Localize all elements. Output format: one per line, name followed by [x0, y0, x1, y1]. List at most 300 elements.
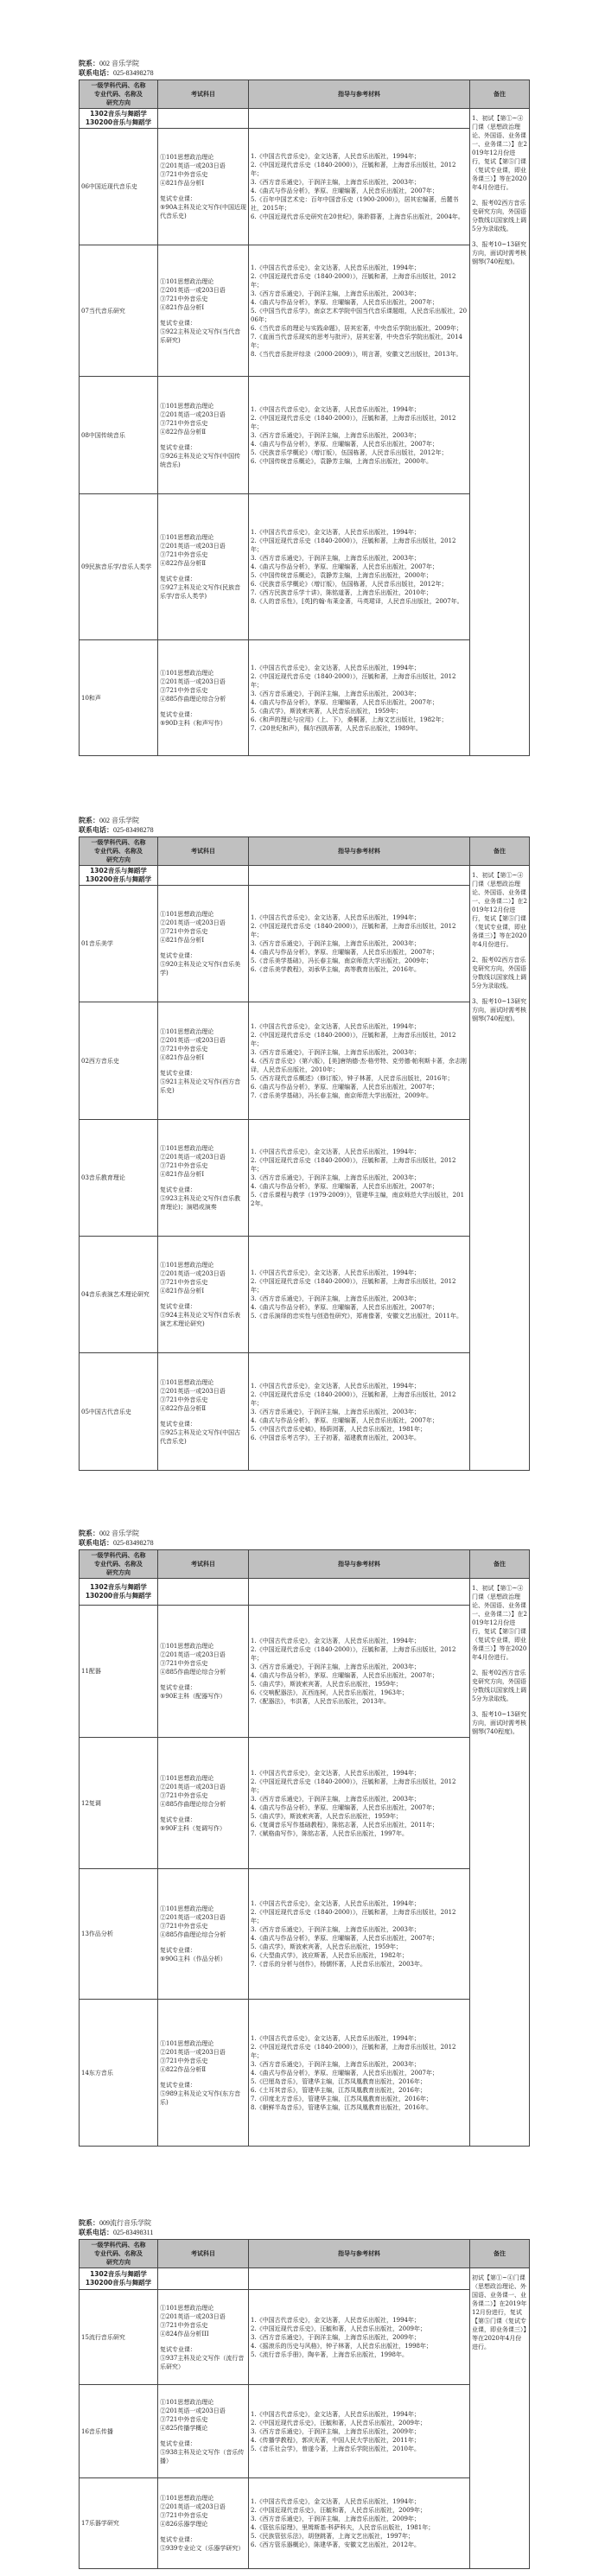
reference-item: 1.《中国古代音乐史》，金文达著，人民音乐出版社，1994年；: [251, 1900, 420, 1907]
exam-subject: ①101思想政治理论: [160, 534, 214, 541]
reference-item: 2.《中国近现代音乐史（1840-2000）》，汪毓和著，上海音乐出版社，2012年；: [251, 537, 456, 553]
reference-item: 6.《当代音乐的理论与实践命题》，居其宏著，中央音乐学院出版社，2009年；: [251, 324, 462, 332]
reference-item: 1.《中国古代音乐史》，金文达著，人民音乐出版社，1994年；: [251, 2316, 420, 2324]
reference-item: 2.《中国近现代音乐史（1840-2000）》，汪毓和著，上海音乐出版社，2012年；: [251, 2043, 456, 2059]
reference-item: 2.《中国近现代音乐史（1840-2000）》，汪毓和著，上海音乐出版社，2012年；: [251, 1778, 456, 1794]
header-remarks: 备注: [470, 1550, 530, 1579]
header-direction: [80, 2240, 158, 2268]
reference-item: 4.《曲式与作品分析》，茅原、庄曜编著，人民音乐出版社，2007年；: [251, 1183, 438, 1190]
department-value: 002 音乐学院: [99, 1530, 139, 1537]
retest-label: 复试专业课：: [160, 2536, 196, 2543]
reference-item: 4.《曲式与作品分析》，茅原、庄曜编著，人民音乐出版社，2007年；: [251, 440, 438, 448]
table-header-row: [80, 2240, 530, 2268]
reference-item: 5.《中国传统音乐概论》，袁静芳主编，上海音乐出版社，2000年；: [251, 572, 432, 579]
exam-subject: ①101思想政治理论: [160, 669, 214, 677]
exam-subject: ③721中外音乐史: [160, 551, 208, 558]
retest-label: 复试专业课：: [160, 1069, 196, 1077]
remarks-cell: [470, 2268, 530, 2569]
spacer: [160, 2528, 246, 2535]
phone-label: 联系电话：: [79, 2229, 113, 2236]
exam-subject: ④885作曲理论综合分析: [160, 1800, 226, 1808]
reference-item: 3.《西方音乐通史》，于润洋主编，上海音乐出版社，2003年；: [251, 2060, 420, 2068]
reference-item: 6.《曲式与作品分析》，茅原、庄曜编著，人民音乐出版社，2007年；: [251, 1083, 438, 1091]
reference-item: 7.《音乐的分析与创作》，杨儒怀著，人民音乐出版社，2003年。: [251, 1961, 426, 1968]
research-direction: 10和声: [80, 640, 158, 756]
retest-subject: ⑤925主科及论文写作(中国古代音乐史): [160, 1428, 241, 1445]
discipline-cell: [80, 866, 158, 886]
reference-list: [249, 1353, 470, 1471]
exam-subjects: [158, 2290, 249, 2385]
retest-label: 复试专业课：: [160, 195, 196, 202]
table-row: [80, 377, 530, 494]
reference-item: 1.《中国古代音乐史》，金文达著，人民音乐出版社，1994年；: [251, 2410, 420, 2418]
exam-subject: ②201英语一或203日语: [160, 1651, 226, 1658]
retest-subject: ⑤924主科及论文写作(音乐表演艺术理论研究): [160, 1312, 241, 1327]
phone-value: 025-83498278: [113, 826, 154, 834]
empty-cell: [158, 1579, 249, 1606]
retest-label: 复试专业课：: [160, 710, 196, 718]
remark-item: 2、报考02西方音乐史研究方向，外国语分数线以国家线上调5分为录取线。: [472, 1670, 526, 1702]
discipline-cell: [80, 1579, 158, 1606]
reference-item: 3.《西方音乐通史》，于润洋主编，上海音乐出版社，2009年；: [251, 2333, 420, 2341]
research-direction: 15流行音乐研究: [80, 2290, 158, 2385]
reference-list: [249, 1120, 470, 1237]
reference-item: 4.《曲式与作品分析》，茅原、庄曜编著，人民音乐出版社，2007年；: [251, 188, 438, 194]
research-direction: 05中国古代音乐史: [80, 1353, 158, 1471]
reference-item: 3.《西方音乐通史》，于润洋主编，上海音乐出版社，2003年；: [251, 289, 420, 297]
reference-item: 2.《中国近现代音乐史（1840-2000）》，汪毓和著，上海音乐出版社，2012年；: [251, 1390, 456, 1407]
reference-item: 6.《土耳其音乐》，管建华主编，江苏凤凰教育出版社，2016年；: [251, 2086, 426, 2094]
reference-item: 6.《和声的理论与应用》（上、下），桑桐著，上海文艺出版社，1982年；: [251, 716, 448, 723]
exam-subject: ④821作品分析Ⅰ: [160, 180, 205, 187]
department-line: [79, 2218, 529, 2228]
exam-subject: ③721中外音乐史: [160, 1279, 208, 1286]
header-direction: [80, 1550, 158, 1579]
retest-label: 复试专业课：: [160, 2081, 196, 2089]
exam-subject: ①101思想政治理论: [160, 2398, 214, 2406]
spacer: [160, 436, 246, 443]
exam-subject: ③721中外音乐史: [160, 1791, 208, 1799]
phone-line: [79, 1538, 529, 1548]
retest-subject: ⑤90F主科（复调写作）: [160, 1824, 226, 1832]
remarks-cell: [470, 109, 530, 756]
reference-item: 5.《曲式学》，斯波索宾著，人民音乐出版社，1959年；: [251, 1681, 402, 1688]
reference-list: [249, 1606, 470, 1738]
retest-subject: ⑤90A主科及论文写作(中国近现代音乐史): [160, 204, 246, 219]
reference-item: 7.《音乐美学基础》，冯长春主编，南京师范大学出版社，2009年。: [251, 1091, 432, 1099]
remark-item: 3、报考10~13研究方向，面试时需考核钢琴(740程度)。: [472, 241, 527, 265]
table-row: [80, 2478, 530, 2569]
reference-item: 2.《中国近现代音乐史（1840-2000）》，汪毓和著，上海音乐出版社，2012年；: [251, 923, 456, 938]
empty-cell: [249, 109, 470, 129]
empty-cell: [249, 1579, 470, 1606]
department-value: 009流行音乐学院: [99, 2219, 151, 2227]
exam-subjects: [158, 1869, 249, 2000]
reference-item: 2.《中国近现代音乐史》，汪毓和著，人民音乐出版社，2009年；: [251, 2325, 426, 2332]
exam-subject: ②201英语一或203日语: [160, 677, 226, 685]
research-direction: 07当代音乐研究: [80, 245, 158, 377]
reference-item: 5.《巴厘岛音乐》，管建华主编，江苏凤凰教育出版社，2016年；: [251, 2077, 426, 2085]
exam-subject: ②201英语一或203日语: [160, 1387, 226, 1395]
table-row: [80, 2000, 530, 2147]
exam-subject: ③721中外音乐史: [160, 686, 208, 694]
reference-item: 6.《民族音乐学概论》（增订版），伍国栋著，人民音乐出版社，2012年；: [251, 581, 448, 588]
department-value: 002 音乐学院: [99, 60, 139, 67]
exam-subject: ④822作品分析Ⅱ: [160, 428, 207, 436]
header-remarks: 备注: [470, 837, 530, 866]
reference-item: 4.《曲式与作品分析》，茅原、庄曜编著，人民音乐出版社，2007年；: [251, 1935, 438, 1942]
reference-list: [249, 2290, 470, 2385]
reference-item: 3.《西方音乐通史》，于润洋主编，上海音乐出版社，2003年；: [251, 555, 420, 562]
header-direction-line: 研究方向: [106, 1569, 131, 1576]
discipline-cell: [80, 2268, 158, 2290]
discipline-line: 1302音乐与舞蹈学: [90, 2270, 147, 2278]
empty-cell: [249, 866, 470, 886]
reference-item: 3.《西方音乐通史》，于润洋主编，上海音乐出版社，2003年；: [251, 1408, 420, 1415]
exam-subjects: [158, 1002, 249, 1120]
retest-label: 复试专业课：: [160, 1947, 196, 1954]
reference-item: 5.《百年中国艺术史：百年中国音乐史（1900-2000）》，居其宏编著，岳麓书社，2015年；: [251, 196, 459, 212]
exam-subject: ③721中外音乐史: [160, 2512, 208, 2519]
exam-subjects: [158, 2000, 249, 2147]
reference-item: 2.《中国近现代音乐史（1840-2000）》，汪毓和著，上海音乐出版社，2012年；: [251, 1646, 456, 1662]
research-direction: 08中国传统音乐: [80, 377, 158, 494]
requirements-table: [79, 1549, 530, 2147]
research-direction: 17乐器学研究: [80, 2478, 158, 2569]
reference-item: 5.《民族管弦乐法》，胡登跳著，上海文艺出版社，1997年；: [251, 2533, 414, 2540]
header-references: 指导与参考材料: [249, 80, 470, 109]
exam-subject: ④885作曲理论综合分析: [160, 1669, 226, 1676]
research-direction: 03音乐教育理论: [80, 1120, 158, 1237]
reference-item: 3.《西方音乐通史》，于润洋主编，上海音乐出版社，2003年；: [251, 431, 420, 439]
exam-subject: ④821作品分析Ⅰ: [160, 1288, 205, 1294]
header-direction-line: 专业代码、名称及: [94, 1561, 143, 1568]
spacer: [160, 1809, 246, 1816]
requirements-table: [79, 80, 530, 756]
spacer: [160, 2338, 246, 2345]
spacer: [160, 312, 246, 319]
exam-subject: ②201英语一或203日语: [160, 2407, 226, 2414]
exam-subjects: [158, 494, 249, 640]
table-row: [80, 245, 530, 377]
table-header-row: [80, 1550, 530, 1579]
discipline-cell: [80, 109, 158, 129]
exam-subject: ②201英语一或203日语: [160, 1914, 226, 1921]
department-value: 002 音乐学院: [99, 817, 139, 824]
exam-subject: ①101思想政治理论: [160, 911, 214, 918]
retest-label: 复试专业课：: [160, 1420, 196, 1428]
reference-item: 1.《中国古代音乐史》，金文达著，人民音乐出版社，1994年；: [251, 264, 420, 271]
header-direction-line: 一级学科代码、名称: [91, 1552, 146, 1559]
exam-subjects: [158, 1237, 249, 1353]
reference-list: [249, 494, 470, 640]
program-section: [79, 1529, 529, 2147]
phone-label: 联系电话：: [79, 1539, 113, 1547]
reference-item: 7.《印度北方音乐》，管建华主编，江苏凤凰教育出版社，2016年；: [251, 2095, 432, 2102]
retest-label: 复试专业课：: [160, 1186, 196, 1193]
exam-subject: ①101思想政治理论: [160, 1905, 214, 1912]
exam-subject: ①101思想政治理论: [160, 1145, 214, 1152]
reference-item: 8.《当代音乐批评综录（2000-2009）》，明言著，安徽文艺出版社，2013年。: [251, 350, 462, 358]
table-row: [80, 2290, 530, 2385]
research-direction: 16音乐传播: [80, 2385, 158, 2478]
reference-item: 5.《民族音乐学概论》（增订版），伍国栋著，人民音乐出版社，2012年；: [251, 448, 448, 456]
spacer: [160, 945, 246, 951]
reference-item: 7.《直面当代音乐现实的思考与批评》，居其宏著，中央音乐学院出版社，2014年；: [251, 333, 462, 349]
reference-item: 5.《曲式学》，斯波索宾著，人民音乐出版社，1959年；: [251, 1812, 402, 1820]
remarks-cell: [470, 866, 530, 1471]
reference-item: 4.《曲式与作品分析》，茅原、庄曜编著，人民音乐出版社，2007年；: [251, 698, 438, 706]
exam-subject: ③721中外音乐史: [160, 1396, 208, 1403]
exam-subjects: [158, 1738, 249, 1869]
reference-list: [249, 1237, 470, 1353]
remark-item: 3、报考10~13研究方向，面试时需考核钢琴(740程度)。: [472, 1711, 527, 1735]
remarks-cell: [470, 1579, 530, 2147]
department-label: 院系：: [79, 60, 99, 67]
reference-item: 3.《西方音乐通史》，于润洋主编，上海音乐出版社，2009年；: [251, 2516, 420, 2522]
header-references: 指导与参考材料: [249, 2240, 470, 2268]
retest-label: 复试专业课：: [160, 443, 196, 451]
exam-subject: ④826乐器学理论: [160, 2521, 208, 2528]
header-remarks: 备注: [470, 2240, 530, 2268]
reference-item: 1.《中国古代音乐史》，金文达著，人民音乐出版社，1994年；: [251, 153, 420, 160]
retest-subject: ⑤937主科及论文写作（流行音乐研究）: [160, 2354, 245, 2370]
reference-item: 4.《曲式与作品分析》，茅原、庄曜编著，人民音乐出版社，2007年；: [251, 2069, 438, 2077]
header-direction: [80, 80, 158, 109]
phone-line: [79, 2228, 529, 2237]
retest-label: 复试专业课：: [160, 1816, 196, 1823]
research-direction: 01音乐美学: [80, 886, 158, 1002]
discipline-line: 1302音乐与舞蹈学: [90, 1583, 147, 1591]
discipline-line: 130200音乐与舞蹈学: [85, 875, 152, 883]
exam-subject: ④821作品分析Ⅰ: [160, 1171, 205, 1178]
reference-item: 1.《中国古代音乐史》，金文达著，人民音乐出版社，1994年；: [251, 914, 420, 921]
reference-item: 6.《交响配器法》，瓦西连柯，人民音乐出版社，1963年；: [251, 1689, 408, 1696]
exam-subjects: [158, 1120, 249, 1237]
exam-subject: ②201英语一或203日语: [160, 1154, 226, 1161]
empty-cell: [158, 109, 249, 129]
reference-list: [249, 1869, 470, 2000]
table-row: [80, 494, 530, 640]
reference-item: 1.《中国古代音乐史》，金文达著，人民音乐出版社，1994年；: [251, 1148, 420, 1155]
reference-item: 3.《西方音乐通史》，于润洋主编，上海音乐出版社，2003年；: [251, 940, 420, 947]
reference-item: 4.《传播学教程》，郭庆光著，中国人民大学出版社，2011年；: [251, 2436, 420, 2444]
exam-subject: ①101思想政治理论: [160, 1262, 214, 1269]
exam-subject: ④821作品分析Ⅰ: [160, 937, 205, 944]
spacer: [160, 1939, 246, 1946]
reference-item: 4.《曲式与作品分析》，茅原、庄曜编著，人民音乐出版社，2007年；: [251, 1803, 438, 1811]
exam-subject: ④822作品分析Ⅱ: [160, 2065, 207, 2073]
exam-subjects: [158, 886, 249, 1002]
research-direction: 14东方音乐: [80, 2000, 158, 2147]
exam-subject: ③721中外音乐史: [160, 419, 208, 427]
header-exam-subjects: 考试科目: [158, 80, 249, 109]
spacer: [160, 1413, 246, 1420]
reference-item: 5.《流行音乐手册》，陶辛著，上海音乐出版社，1998年。: [251, 2350, 408, 2358]
reference-item: 2.《中国近现代音乐史（1840-2000）》，汪毓和著，上海音乐出版社，2012年；: [251, 672, 456, 689]
retest-subject: ⑤989主科及论文写作(东方音乐): [160, 2089, 241, 2106]
retest-subject: ⑤90G主科（作品分析）: [160, 1956, 226, 1962]
exam-subject: ②201英语一或203日语: [160, 1270, 226, 1277]
exam-subject: ③721中外音乐史: [160, 295, 208, 302]
retest-label: 复试专业课：: [160, 1684, 196, 1691]
header-direction-line: 专业代码、名称及: [94, 91, 143, 98]
research-direction: 04音乐表演艺术理论研究: [80, 1237, 158, 1353]
retest-subject: ⑤90D主科（和声写作）: [160, 719, 226, 727]
reference-item: 1.《中国古代音乐史》，金文达著，人民音乐出版社，1994年；: [251, 1382, 420, 1390]
retest-subject: ⑤923主科及论文写作(音乐教育理论)；演唱或演奏: [160, 1195, 241, 1211]
exam-subjects: [158, 129, 249, 245]
discipline-row: [80, 109, 530, 129]
department-line: [79, 816, 529, 825]
header-direction-line: 一级学科代码、名称: [91, 839, 146, 846]
discipline-line: 130200音乐与舞蹈学: [85, 1592, 152, 1600]
table-row: [80, 1353, 530, 1471]
header-references: 指导与参考材料: [249, 1550, 470, 1579]
spacer: [160, 1295, 246, 1302]
reference-item: 1.《中国古代音乐史》，金文达著，人民音乐出版社，1994年；: [251, 1769, 420, 1777]
reference-item: 6.《复调音乐写作基础教程》，陈铭志著，人民音乐出版社，2011年；: [251, 1821, 438, 1829]
reference-item: 3.《西方音乐通史》，于润洋主编，上海音乐出版社，2003年；: [251, 1795, 420, 1803]
exam-subject: ②201英语一或203日语: [160, 2503, 226, 2510]
header-direction-line: 专业代码、名称及: [94, 2250, 143, 2257]
reference-item: 1.《中国古代音乐史》，金文达著，人民音乐出版社，1994年；: [251, 664, 420, 671]
discipline-row: [80, 2268, 530, 2290]
spacer: [160, 2433, 246, 2439]
spacer: [160, 1676, 246, 1683]
remark-item: 1、初试【第①~④门课（思想政治理论、外国语、业务课一、业务课二）】在2019年12月份进行，复试【第⑤门课（复试专业课，即业务课三）】等在2020年4月份进行。: [472, 872, 527, 948]
reference-item: 2.《中国近现代音乐史》，汪毓和著，人民音乐出版社，2009年；: [251, 2419, 426, 2427]
phone-label: 联系电话：: [79, 826, 113, 834]
table-header-row: [80, 80, 530, 109]
department-label: 院系：: [79, 2219, 99, 2227]
exam-subject: ②201英语一或203日语: [160, 2312, 226, 2320]
reference-item: 5.《音乐美学基础》，冯长春主编，南京师范大学出版社，2009年；: [251, 957, 432, 964]
exam-subject: ①101思想政治理论: [160, 1378, 214, 1386]
exam-subject: ②201英语一或203日语: [160, 2048, 226, 2056]
header-direction-line: 专业代码、名称及: [94, 848, 143, 855]
reference-item: 2.《中国近现代音乐史（1840-2000）》，汪毓和著，上海音乐出版社，2012年；: [251, 1278, 456, 1294]
exam-subject: ④885作曲理论综合分析: [160, 695, 226, 703]
reference-item: 2.《中国近现代音乐史（1840-2000）》，汪毓和著，上海音乐出版社，2012年；: [251, 162, 456, 177]
header-direction-line: 一级学科代码、名称: [91, 82, 146, 89]
exam-subject: ④824作品分析III: [160, 2330, 209, 2337]
exam-subject: ④885作曲理论综合分析: [160, 1931, 226, 1938]
retest-subject: ⑤921主科及论文写作(西方音乐史): [160, 1078, 241, 1094]
reference-item: 4.《曲式与作品分析》，茅原、庄曜编著，人民音乐出版社，2007年；: [251, 1672, 438, 1679]
research-direction: 11配器: [80, 1606, 158, 1738]
exam-subject: ②201英语一或203日语: [160, 410, 226, 418]
retest-subject: ⑤927主科及论文写作(民族音乐学/音乐人类学): [160, 584, 241, 600]
reference-item: 3.《西方音乐通史》，于润洋主编，上海音乐出版社，2003年；: [251, 1926, 420, 1933]
reference-list: [249, 129, 470, 245]
header-direction-line: 研究方向: [106, 856, 131, 863]
reference-item: 5.《音乐课程与教学（1979-2009）》，管建华主编，南京师范大学出版社，2012年。: [251, 1192, 465, 1207]
phone-value: 025-83498278: [113, 69, 154, 77]
header-remarks: 备注: [470, 80, 530, 109]
exam-subject: ③721中外音乐史: [160, 2057, 208, 2064]
discipline-line: 1302音乐与舞蹈学: [90, 867, 147, 875]
exam-subject: ①101思想政治理论: [160, 402, 214, 410]
header-direction-line: 研究方向: [106, 2259, 131, 2266]
table-row: [80, 1738, 530, 1869]
phone-value: 025-83498278: [113, 1539, 154, 1547]
exam-subject: ③721中外音乐史: [160, 2321, 208, 2329]
reference-item: 3.《西方音乐通史》，于润洋主编，上海音乐出版社，2003年；: [251, 1174, 420, 1181]
exam-subject: ①101思想政治理论: [160, 277, 214, 285]
spacer: [160, 188, 246, 194]
reference-item: 7.《20世纪和声》，佩尔西凯蒂著，人民音乐出版社，1989年。: [251, 724, 422, 732]
reference-item: 3.《西方音乐通史》，于润洋主编，上海音乐出版社，2003年；: [251, 1663, 420, 1670]
reference-item: 3.《西方音乐通史》，于润洋主编，上海音乐出版社，2003年；: [251, 690, 420, 697]
reference-item: 5.《中国当代音乐学》，南京艺术学院中国当代音乐课题组，人民音乐出版社，2006年；: [251, 307, 468, 323]
table-header-row: [80, 837, 530, 866]
program-section: [79, 59, 529, 756]
exam-subjects: [158, 2478, 249, 2569]
retest-label: 复试专业课：: [160, 2439, 196, 2447]
table-row: [80, 1120, 530, 1237]
reference-list: [249, 245, 470, 377]
retest-subject: ⑤938主科及论文写作（音乐传播）: [160, 2448, 245, 2465]
reference-list: [249, 2478, 470, 2569]
retest-label: 复试专业课：: [160, 2345, 196, 2353]
header-direction: [80, 837, 158, 866]
reference-item: 5.《曲式学》，斯波索宾著，人民音乐出版社，1959年；: [251, 1943, 402, 1950]
exam-subject: ②201英语一或203日语: [160, 919, 226, 926]
department-label: 院系：: [79, 817, 99, 824]
header-direction-line: 一级学科代码、名称: [91, 2242, 146, 2248]
retest-label: 复试专业课：: [160, 576, 196, 582]
discipline-line: 130200音乐与舞蹈学: [85, 2279, 152, 2287]
exam-subject: ①101思想政治理论: [160, 1027, 214, 1035]
remark-item: 初试【第①~④门课（思想政治理论、外国语、业务课一、业务课二）】在2019年12月份进行，复试【第⑤门课（复试专业课，即业务课三）】等在2020年4月份进行。: [472, 2274, 527, 2350]
exam-subject: ②201英语一或203日语: [160, 286, 226, 294]
reference-item: 4.《摇滚乐的历史与风格》，钟子林著，人民音乐出版社，1998年；: [251, 2342, 432, 2350]
reference-item: 3.《西方音乐通史》，于润洋主编，上海音乐出版社，2003年；: [251, 1295, 420, 1302]
reference-item: 4.《曲式与作品分析》，茅原、庄曜编著，人民音乐出版社，2007年；: [251, 563, 438, 570]
table-row: [80, 640, 530, 756]
exam-subject: ③721中外音乐史: [160, 2415, 208, 2423]
remark-item: 1、初试【第①~④门课（思想政治理论、外国语、业务课一、业务课二）】在2019年12月份进行，复试【第⑤门课（复试专业课，即业务课三）】等在2020年4月份进行。: [472, 115, 527, 191]
exam-subject: ①101思想政治理论: [160, 1774, 214, 1782]
reference-item: 4.《曲式与作品分析》，茅原、庄曜编著，人民音乐出版社，2007年；: [251, 298, 438, 306]
reference-item: 4.《曲式与作品分析》，茅原、庄曜编著，人民音乐出版社，2007年；: [251, 1304, 438, 1311]
reference-item: 1.《中国古代音乐史》，金文达著，人民音乐出版社，1994年；: [251, 2498, 420, 2505]
table-row: [80, 1002, 530, 1120]
spacer: [160, 2074, 246, 2081]
header-exam-subjects: 考试科目: [158, 1550, 249, 1579]
header-exam-subjects: 考试科目: [158, 837, 249, 866]
exam-subject: ④822作品分析Ⅱ: [160, 560, 207, 567]
exam-subject: ④825传播学概论: [160, 2424, 208, 2432]
research-direction: 09民族音乐学/音乐人类学: [80, 494, 158, 640]
research-direction: 13作品分析: [80, 1869, 158, 2000]
retest-subject: ⑤920主科及论文写作(音乐美学): [160, 961, 241, 976]
exam-subject: ②201英语一或203日语: [160, 1783, 226, 1790]
header-direction-line: 研究方向: [106, 99, 131, 106]
reference-item: 6.《中国音乐考古学》，王子初著，福建教育出版社，2003年。: [251, 1434, 420, 1441]
exam-subject: ③721中外音乐史: [160, 1162, 208, 1169]
empty-cell: [158, 2268, 249, 2290]
table-row: [80, 1237, 530, 1353]
reference-list: [249, 2000, 470, 2147]
phone-line: [79, 68, 529, 78]
reference-item: 3.《西方音乐通史》，于润洋主编，上海音乐出版社，2009年；: [251, 2427, 420, 2435]
program-section: [79, 2218, 529, 2569]
phone-value: 025-83498311: [113, 2229, 154, 2236]
reference-item: 2.《中国近现代音乐史（1840-2000）》，汪毓和著，上海音乐出版社，2012年；: [251, 1031, 456, 1047]
exam-subjects: [158, 640, 249, 756]
